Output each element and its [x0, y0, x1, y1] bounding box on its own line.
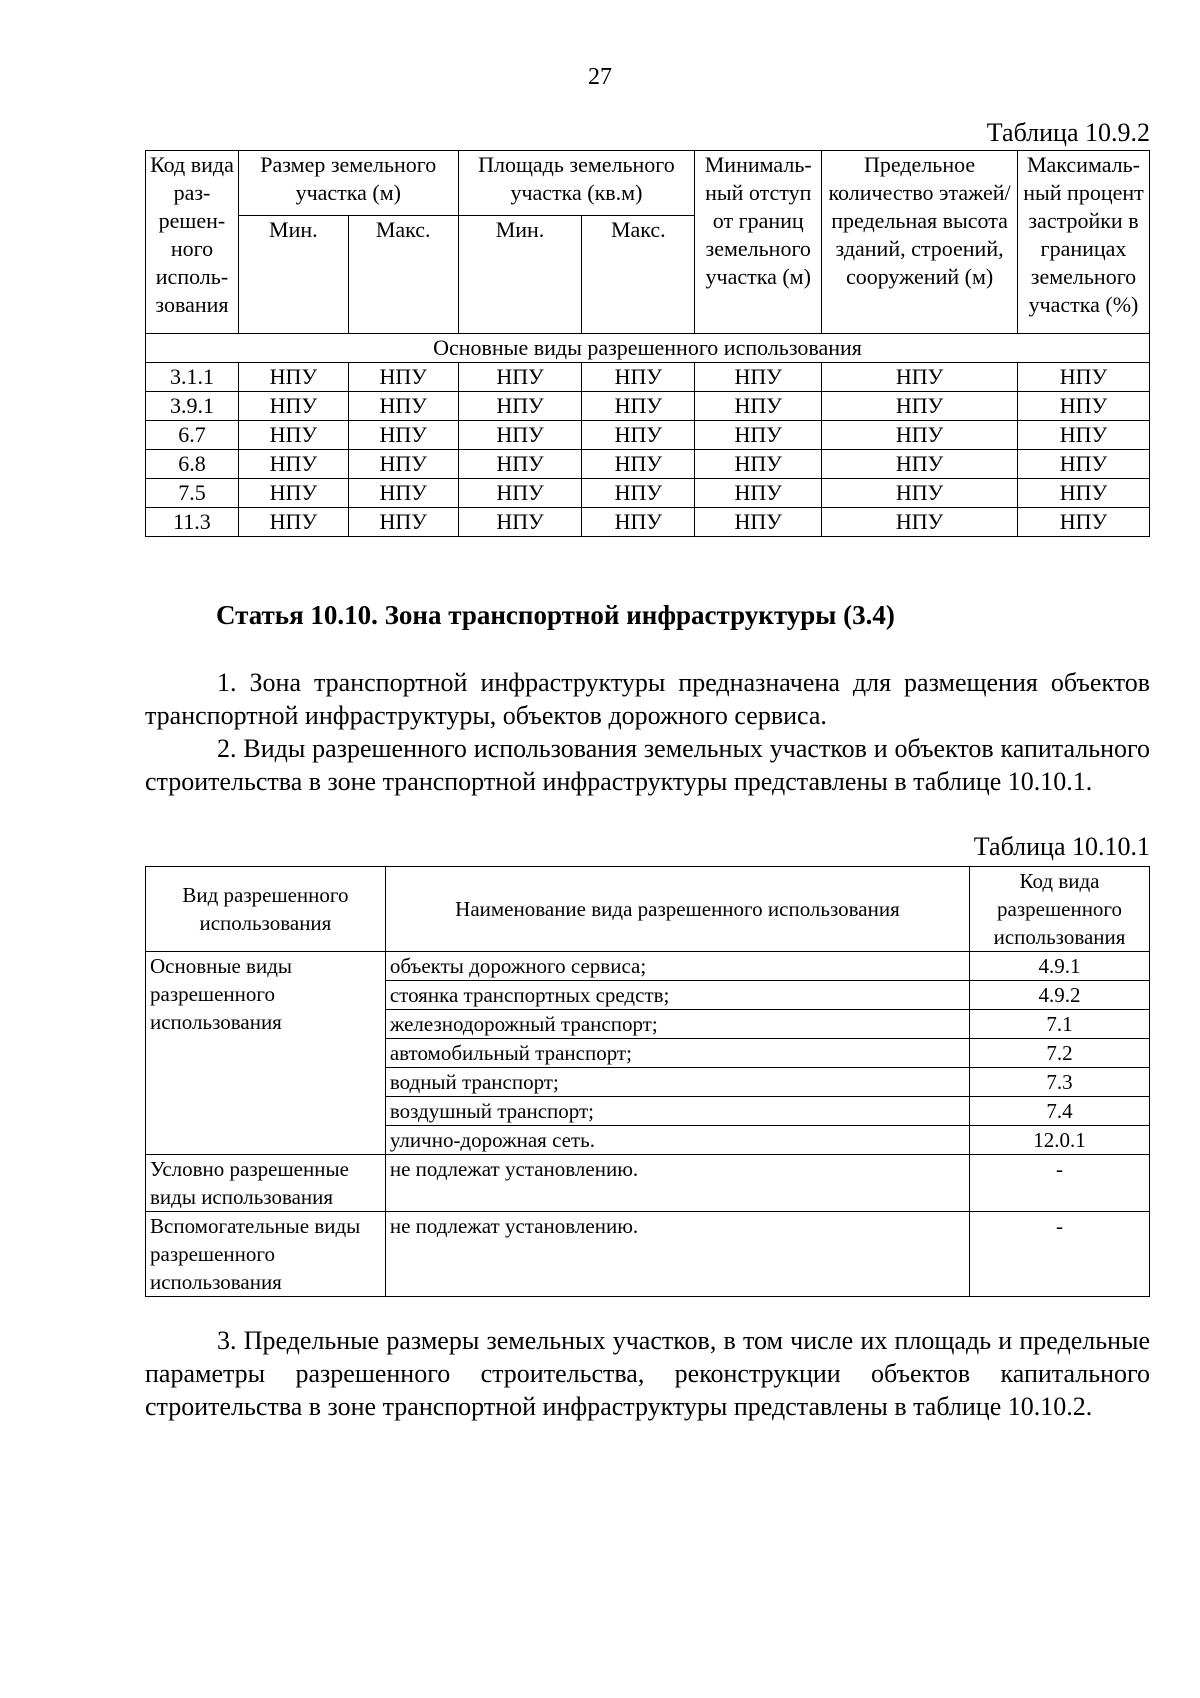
cell-code: 3.1.1: [146, 363, 239, 392]
table-caption-10-10-1: Таблица 10.10.1: [973, 832, 1150, 861]
cell-value: НПУ: [1017, 421, 1149, 450]
cell-value: НПУ: [238, 392, 348, 421]
use-code: 7.4: [970, 1097, 1150, 1126]
cell-value: НПУ: [822, 508, 1018, 537]
cell-value: НПУ: [822, 450, 1018, 479]
use-name: водный транспорт;: [385, 1068, 969, 1097]
cell-value: НПУ: [238, 363, 348, 392]
cell-code: 6.8: [146, 450, 239, 479]
use-name: автомобильный транспорт;: [385, 1039, 969, 1068]
header-size-max: Макс.: [348, 216, 458, 334]
header-area-max: Макс.: [582, 216, 695, 334]
group-auxiliary: Вспомогательные виды разрешенного использования: [146, 1212, 386, 1297]
cell-code: 6.7: [146, 421, 239, 450]
cell-value: НПУ: [238, 450, 348, 479]
cell-value: НПУ: [822, 479, 1018, 508]
group-conditional: Условно разрешенные виды использования: [146, 1155, 386, 1212]
use-name: воздушный транспорт;: [385, 1097, 969, 1126]
cell-value: НПУ: [458, 421, 582, 450]
cell-value: НПУ: [582, 421, 695, 450]
cell-value: НПУ: [1017, 392, 1149, 421]
use-name: улично-дорожная сеть.: [385, 1126, 969, 1155]
cell-value: НПУ: [582, 392, 695, 421]
paragraph-1: 1. Зона транспортной инфраструктуры предназначена для размещения объектов транспортной инфраструктуры, объектов дорожного сервиса.: [145, 668, 1150, 730]
header-plot-area: Площадь земельного участка (кв.м): [458, 151, 695, 216]
use-code: -: [970, 1155, 1150, 1212]
table-row: [146, 392, 1150, 421]
header-area-min: Мин.: [458, 216, 582, 334]
cell-value: НПУ: [238, 508, 348, 537]
cell-value: НПУ: [458, 508, 582, 537]
cell-value: НПУ: [1017, 479, 1149, 508]
cell-value: НПУ: [348, 479, 458, 508]
cell-value: НПУ: [695, 450, 822, 479]
header-plot-size: Размер земельного участка (м): [238, 151, 458, 216]
header-kind: Вид разрешенного использования: [146, 867, 386, 952]
cell-value: НПУ: [458, 392, 582, 421]
paragraph-2: 2. Виды разрешенного использования земельных участков и объектов капитального строительства в зоне транспортной инфраструктуры представлены в таблице 10.10.1.: [145, 734, 1150, 796]
cell-value: НПУ: [582, 363, 695, 392]
cell-value: НПУ: [582, 508, 695, 537]
table-row: [146, 363, 1150, 392]
cell-code: 7.5: [146, 479, 239, 508]
cell-value: НПУ: [348, 392, 458, 421]
use-code: 7.3: [970, 1068, 1150, 1097]
cell-value: НПУ: [348, 450, 458, 479]
cell-value: НПУ: [1017, 508, 1149, 537]
cell-value: НПУ: [822, 363, 1018, 392]
table-row: [146, 450, 1150, 479]
header-min-indent: Минималь-ный отступ от границ земельного участка (м): [695, 151, 822, 334]
table-row: [146, 421, 1150, 450]
table-row: [146, 508, 1150, 537]
cell-value: НПУ: [458, 450, 582, 479]
use-name: объекты дорожного сервиса;: [385, 952, 969, 981]
header-size-min: Мин.: [238, 216, 348, 334]
use-name: не подлежат установлению.: [385, 1212, 969, 1297]
cell-value: НПУ: [695, 363, 822, 392]
cell-value: НПУ: [695, 479, 822, 508]
cell-value: НПУ: [582, 479, 695, 508]
header-code: Код вида разрешенного использования: [970, 867, 1150, 952]
cell-value: НПУ: [458, 363, 582, 392]
cell-value: НПУ: [582, 450, 695, 479]
use-code: 7.1: [970, 1010, 1150, 1039]
use-code: 4.9.1: [970, 952, 1150, 981]
use-code: 12.0.1: [970, 1126, 1150, 1155]
header-max-build: Максималь-ный процент застройки в границах земельного участка (%): [1017, 151, 1149, 334]
cell-value: НПУ: [1017, 363, 1149, 392]
table-10-9-2: [145, 150, 1150, 537]
table-10-10-1: [145, 866, 1150, 1297]
header-name: Наименование вида разрешенного использования: [385, 867, 969, 952]
cell-value: НПУ: [695, 392, 822, 421]
group-main: Основные виды разрешенного использования: [146, 952, 386, 1155]
use-code: -: [970, 1212, 1150, 1297]
table-caption-10-9-2: Таблица 10.9.2: [986, 118, 1150, 147]
cell-value: НПУ: [822, 392, 1018, 421]
cell-value: НПУ: [822, 421, 1018, 450]
cell-value: НПУ: [695, 508, 822, 537]
cell-value: НПУ: [238, 479, 348, 508]
cell-value: НПУ: [348, 363, 458, 392]
cell-code: 11.3: [146, 508, 239, 537]
page-number: 27: [588, 64, 612, 90]
header-floors: Предельное количество этажей/ предельная высота зданий, строений, сооружений (м): [822, 151, 1018, 334]
use-name: стоянка транспортных средств;: [385, 981, 969, 1010]
cell-value: НПУ: [1017, 450, 1149, 479]
cell-value: НПУ: [348, 421, 458, 450]
cell-value: НПУ: [238, 421, 348, 450]
header-code: Код вида раз-решен-ного исполь-зования: [146, 151, 239, 334]
cell-value: НПУ: [458, 479, 582, 508]
cell-value: НПУ: [695, 421, 822, 450]
article-heading: Статья 10.10. Зона транспортной инфраструктуры (3.4): [216, 600, 895, 630]
section-label: Основные виды разрешенного использования: [146, 334, 1150, 363]
use-name: не подлежат установлению.: [385, 1155, 969, 1212]
use-code: 7.2: [970, 1039, 1150, 1068]
paragraph-3: 3. Предельные размеры земельных участков, в том числе их площадь и предельные параметры разрешенного строительства, реконструкции объектов капитального строительства в зоне транспортной инфраструктуры представлены в таблице 10.10.2.: [145, 1326, 1150, 1421]
table-row: [146, 479, 1150, 508]
use-code: 4.9.2: [970, 981, 1150, 1010]
use-name: железнодорожный транспорт;: [385, 1010, 969, 1039]
cell-code: 3.9.1: [146, 392, 239, 421]
cell-value: НПУ: [348, 508, 458, 537]
